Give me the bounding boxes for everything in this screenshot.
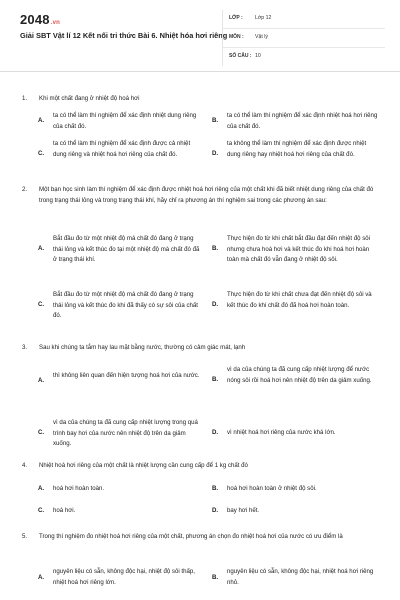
question-number: 1. — [22, 95, 28, 102]
meta-label: MÔN : — [229, 34, 244, 40]
document-title: Giải SBT Vật lí 12 Kết nối tri thức Bài 6. Nhiệt hóa hơi riêng — [20, 31, 228, 40]
option-text: nguyên liệu có sẵn, không độc hại, nhiệt hoá hơi riêng nhỏ. — [227, 568, 374, 586]
logo-main: 2048 — [20, 12, 50, 27]
option-label: B. — [212, 485, 219, 492]
option-label: B. — [212, 574, 219, 581]
header — [0, 0, 400, 70]
option-text: Thực hiện đo từ khi chất bắt đầu đạt đến nhiệt độ sôi nhưng chưa hoá hơi và kết thúc đo khi hoá hơi hoàn toàn mà chất đó vẫn đang ở nhiệt độ sôi. — [227, 235, 370, 263]
option-label: C. — [38, 507, 45, 514]
question-number: 3. — [22, 344, 28, 351]
option-label: D. — [212, 301, 219, 308]
meta-row-class — [223, 10, 385, 29]
question-number: 2. — [22, 186, 28, 193]
meta-label: LỚP : — [229, 15, 243, 21]
option-text: ta có thể làm thí nghiệm để xác định nhiệt dung riêng của chất đó. — [53, 112, 197, 130]
option-text: Bắt đầu đo từ một nhiệt độ mà chất đó đang ở trạng thái lỏng và kết thúc đo khi đã thấy có sự sôi của chất đó. — [53, 291, 198, 319]
option-label: C. — [38, 301, 45, 308]
question-text: Một bạn học sinh làm thí nghiệm để xác định được nhiệt hoá hơi riêng của một chất khi đã biết nhiệt dung riêng của chất đó trong trạng thái lỏng và trong trạng thái khí, hãy chỉ ra phương án thí nghiệm sai trong các phương án sau: — [39, 186, 374, 204]
option-text: hoá hơi. — [53, 507, 76, 514]
option-label: A. — [38, 574, 45, 581]
option-label: A. — [38, 485, 45, 492]
option-text: thì không liên quan đến hiện tượng hoá hơi của nước. — [53, 372, 200, 379]
option-text: vì da của chúng ta đã cung cấp nhiệt lượng để nước nóng sôi rồi hoá hơi nên nhiệt độ trên da giảm xuống. — [227, 366, 372, 384]
option-text: Bắt đầu đo từ một nhiệt độ mà chất đó đang ở trạng thái lỏng và kết thúc đo tại một nhiệt độ mà chất đó đã ở trạng thái khí. — [53, 235, 200, 263]
meta-table — [222, 10, 385, 66]
logo-suffix: .vn — [50, 20, 61, 26]
option-label: B. — [212, 245, 219, 252]
question-number: 4. — [22, 462, 28, 469]
option-text: Thực hiện đo từ khi chất chưa đạt đến nhiệt độ sôi và kết thúc đo khi chất đó đã hoá hơi hoàn toàn. — [227, 291, 372, 309]
question-number: 5. — [22, 533, 28, 540]
option-label: D. — [212, 150, 219, 157]
option-label: D. — [212, 429, 219, 436]
option-label: B. — [212, 117, 219, 124]
option-label: C. — [38, 150, 45, 157]
option-text: vì da của chúng ta đã cung cấp nhiệt lượng trong quá trình bay hơi của nước nên nhiệt độ trên da giảm xuống. — [53, 419, 198, 447]
option-label: D. — [212, 507, 219, 514]
header-divider — [0, 71, 400, 72]
question-text: Trong thí nghiệm đo nhiệt hoá hơi riêng của một chất, phương án chọn đo nhiệt hoá hơi của nước có ưu điểm là — [39, 533, 343, 540]
option-label: A. — [38, 117, 45, 124]
option-text: ta không thể làm thí nghiệm để xác định được nhiệt dung riêng hay nhiệt hoá hơi riêng của chất đó. — [227, 140, 367, 158]
option-text: ta có thể làm thí nghiệm để xác định được cả nhiệt dung riêng và nhiệt hoá hơi riêng của chất đó. — [53, 140, 191, 158]
option-label: A. — [38, 377, 45, 384]
meta-row-count — [223, 48, 385, 66]
question-text: Khi một chất đang ở nhiệt độ hoá hơi — [39, 95, 140, 102]
option-label: B. — [212, 376, 219, 383]
option-text: ta có thể làm thí nghiệm để xác định nhiệt hoá hơi riêng của chất đó. — [227, 112, 378, 130]
option-label: A. — [38, 245, 45, 252]
option-text: vì nhiệt hoá hơi riêng của nước khá lớn. — [227, 429, 336, 436]
meta-row-subject — [223, 29, 385, 48]
option-text: bay hơi hết. — [227, 507, 260, 514]
option-label: C. — [38, 429, 45, 436]
question-text: Sau khi chúng ta tắm hay lau mặt bằng nước, thường có cảm giác mát, lạnh — [39, 344, 246, 351]
site-logo[interactable] — [20, 12, 60, 27]
option-text: hoá hơi hoàn toàn ở nhiệt độ sôi. — [227, 485, 317, 492]
option-text: nguyên liệu có sẵn, không độc hại, nhiệt độ sôi thấp, nhiệt hoá hơi riêng lớn. — [53, 568, 195, 586]
meta-label: SỐ CÂU : — [229, 53, 252, 59]
meta-value: Vật lý — [255, 34, 268, 40]
meta-value: Lớp 12 — [255, 15, 272, 21]
option-text: hoá hơi hoàn toàn. — [53, 485, 105, 492]
question-text: Nhiệt hoá hơi riêng của một chất là nhiệt lượng cần cung cấp để 1 kg chất đó — [39, 462, 248, 469]
meta-value: 10 — [255, 53, 261, 59]
